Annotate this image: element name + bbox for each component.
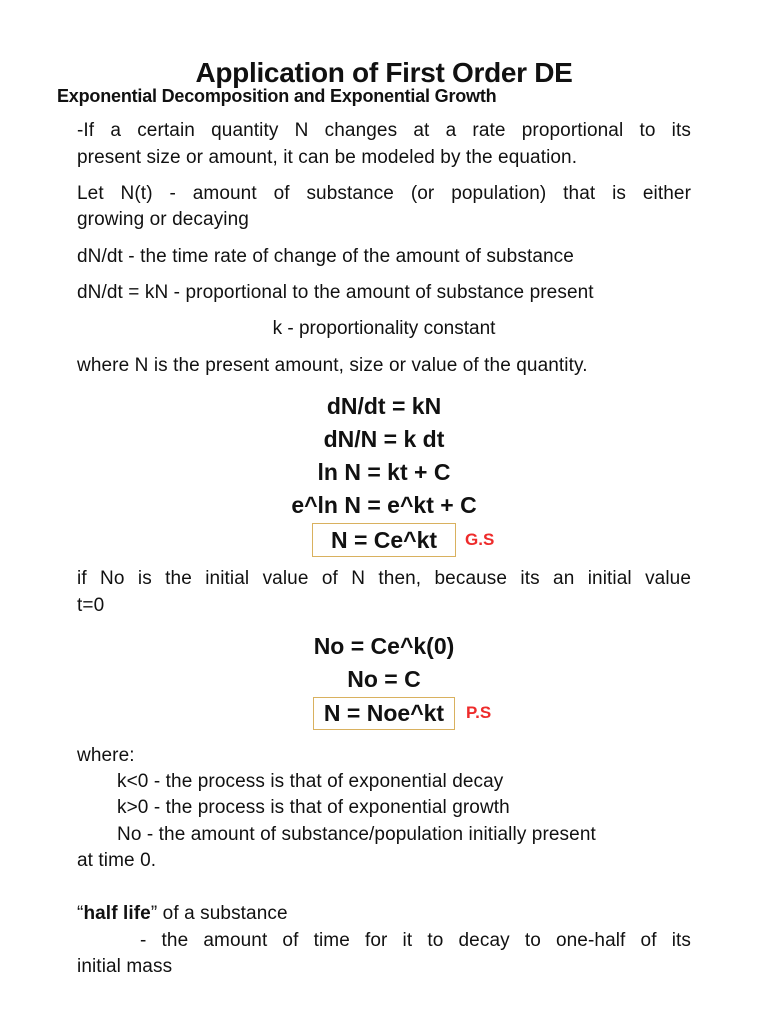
where-continuation: at time 0. [77,850,157,871]
definition-n-line-1: Let N(t) - amount of substance (or population) that is either [77,183,691,204]
section-heading: Exponential Decomposition and Exponential Growth [57,86,497,106]
intro-line-1: -If a certain quantity N changes at a rate proportional to its [77,120,691,141]
half-life-heading [77,903,288,925]
where-heading: where: [77,745,135,766]
definition-n-line-2: growing or decaying [77,209,249,230]
derivation-step-1: dN/dt = kN [326,393,442,419]
derivation-step-3: ln N = kt + C [317,459,451,485]
definition-present: where N is the present amount, size or value of the quantity. [77,355,588,376]
definition-proportional: dN/dt = kN - proportional to the amount of substance present [77,282,594,303]
page-title: Application of First Order DE [195,56,573,88]
where-item-growth: k>0 - the process is that of exponential growth [117,797,510,818]
definition-rate: dN/dt - the time rate of change of the amount of substance [77,246,574,267]
general-solution-box [312,523,456,557]
half-life-term: half life [83,903,151,924]
derivation-step-2: dN/N = k dt [323,426,445,452]
where-item-initial: No - the amount of substance/population initially present [117,824,596,845]
initial-derivation-step-2: No = C [347,666,421,692]
particular-solution-equation: N = Noe^kt [323,700,445,726]
initial-value-line-2: t=0 [77,595,105,616]
general-solution-equation: N = Ce^kt [330,527,438,553]
where-item-decay: k<0 - the process is that of exponential decay [117,771,504,792]
half-life-rest: ” of a substance [150,903,288,924]
initial-value-line-1: if No is the initial value of N then, because its an initial value [77,568,691,589]
initial-derivation-step-1: No = Ce^k(0) [313,633,455,659]
general-solution-label: G.S [465,530,495,549]
particular-solution-box [313,697,455,730]
half-life-definition-line-2: initial mass [77,956,173,977]
derivation-step-4: e^ln N = e^kt + C [291,492,477,518]
definition-k: k - proportionality constant [272,318,496,339]
half-life-definition-line-1: - the amount of time for it to decay to one-half of its [140,930,691,951]
half-life-open-quote: “ [77,903,84,924]
intro-line-2: present size or amount, it can be modeled by the equation. [77,147,578,168]
particular-solution-label: P.S [466,703,492,722]
